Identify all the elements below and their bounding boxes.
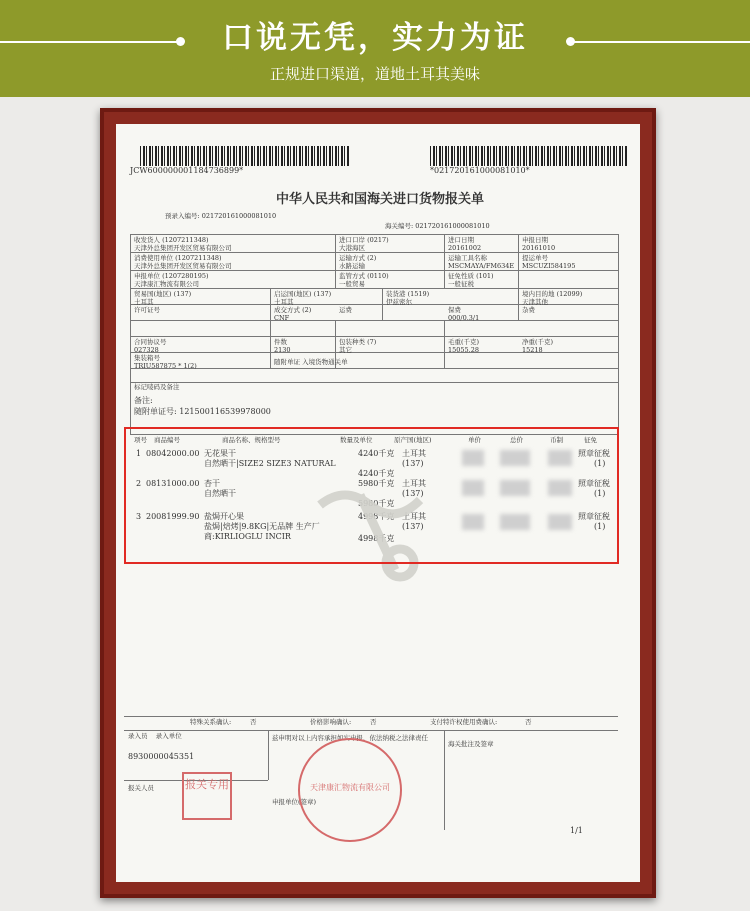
pre-entry-number: 预录入编号: 021720161000081010 bbox=[165, 212, 277, 220]
field-pieces: 件数 2130 bbox=[274, 338, 291, 354]
field-license: 许可证号 bbox=[134, 306, 160, 314]
field-trade-mode: 监管方式 (0110) 一般贸易 bbox=[339, 272, 389, 288]
barcode-left bbox=[140, 146, 350, 166]
field-consumer: 消费使用单位 (1207211348) 天津外总集团开发区贸易有限公司 bbox=[134, 254, 232, 270]
field-trade-country: 贸易国(地区) (137) 土耳其 bbox=[134, 290, 192, 306]
goods-table-header: 项号 商品编号 商品名称、规格型号 数量及单位 原产国(地区) 单价 总价 币制 征免 bbox=[134, 436, 597, 444]
field-declare-date: 申报日期 20161010 bbox=[522, 236, 556, 252]
field-import-date: 进口日期 20161002 bbox=[448, 236, 482, 252]
goods-row-1: 1 08042000.00 无花果干 自然晒干|SIZE2 SIZE3 NATURAL 4240千克 4240千克 土耳其 (137) 照章征税 (1) bbox=[136, 449, 610, 478]
customs-seal-stamp: 报关专用 bbox=[182, 772, 232, 820]
field-tax-nature: 征免性质 (101) 一般征税 bbox=[448, 272, 494, 288]
banner-divider-right bbox=[572, 41, 750, 43]
banner bbox=[0, 0, 750, 97]
field-attached-doc-number: 随附单证号: 121500116539978000 bbox=[134, 407, 271, 416]
field-container: 集装箱号 TRIU587875 * 1(2) bbox=[134, 354, 197, 370]
field-remarks: 备注: bbox=[134, 396, 153, 405]
field-contract: 合同协议号 027328 bbox=[134, 338, 167, 354]
barcode-right-text: *021720161000081010* bbox=[430, 166, 530, 175]
banner-subtitle: 正规进口渠道，道地土耳其美味 bbox=[269, 65, 480, 83]
entry-staff-label: 录入员 录入单位 bbox=[128, 732, 182, 740]
field-vessel: 运输工具名称 MSCMAYA/FM634E bbox=[448, 254, 515, 270]
field-transport: 运输方式 (2) 水路运输 bbox=[339, 254, 377, 270]
document-title: 中华人民共和国海关进口货物报关单 bbox=[275, 192, 484, 207]
goods-highlight-box bbox=[124, 427, 619, 564]
company-round-stamp: 天津康汇物流有限公司 bbox=[298, 738, 402, 842]
field-port: 进口口岸 (0217) 大港海区 bbox=[339, 236, 389, 252]
barcode-right bbox=[430, 146, 628, 166]
confirmation-row: 特殊关系确认: 否 价格影响确认: 否 支付特许权使用费确认: 否 bbox=[190, 718, 532, 726]
field-gross-weight: 毛重(千克) 15055.28 bbox=[448, 338, 480, 354]
declarant-unit-label: 申报单位(签章) bbox=[272, 798, 317, 806]
barcode-left-text: JCW600000001184736899* bbox=[130, 166, 244, 175]
field-freight: 运费 bbox=[339, 306, 352, 314]
field-insurance: 保费 000/0.3/1 bbox=[448, 306, 480, 322]
field-bill-of-lading: 提运单号 MSCUZI584195 bbox=[522, 254, 576, 270]
customs-number: 海关编号: 021720161000081010 bbox=[385, 222, 490, 230]
banner-title: 口说无凭，实力为证 bbox=[222, 20, 528, 56]
field-destination: 境内目的地 (12099) 天津其他 bbox=[522, 290, 583, 306]
declarant-label: 报关人员 bbox=[128, 784, 154, 792]
page-number: 1/1 bbox=[570, 826, 583, 835]
field-deal-mode: 成交方式 (2) CNF bbox=[274, 306, 312, 322]
field-marks: 标记唛码及备注 bbox=[134, 383, 180, 391]
entry-staff-number: 8930000045351 bbox=[128, 752, 195, 761]
field-consignee: 收发货人 (1207211348) 天津外总集团开发区贸易有限公司 bbox=[134, 236, 232, 252]
customs-remarks-label: 海关批注及签章 bbox=[448, 740, 494, 748]
field-net-weight: 净重(千克) 15218 bbox=[522, 338, 554, 354]
field-packing: 包装种类 (7) 其它 bbox=[339, 338, 377, 354]
field-misc: 杂费 bbox=[522, 306, 535, 314]
field-declarant: 申报单位 (1207280195) 天津康汇物流有限公司 bbox=[134, 272, 209, 288]
field-loading-port: 装货港 (1519) 伊兹密尔 bbox=[386, 290, 430, 306]
goods-row-3: 3 20081999.90 盐焗开心果 盐焗|焙烤|9.8KG|无品牌 生产厂商:KIRLIOGLU INCIR 4998千克 4998千克 土耳其 (137) 照章征税 (1) bbox=[136, 512, 610, 543]
declaration-statement: 兹申明对以上内容承担如实申报、依法纳税之法律责任 bbox=[272, 734, 428, 742]
field-attached-docs: 随附单证 入境货物通关单 bbox=[274, 358, 348, 366]
goods-row-2: 2 08131000.00 杏干 自然晒干 5980千克 5980千克 土耳其 (137) 照章征税 (1) bbox=[136, 479, 610, 508]
field-origin-country: 启运国(地区) (137) 土耳其 bbox=[274, 290, 332, 306]
